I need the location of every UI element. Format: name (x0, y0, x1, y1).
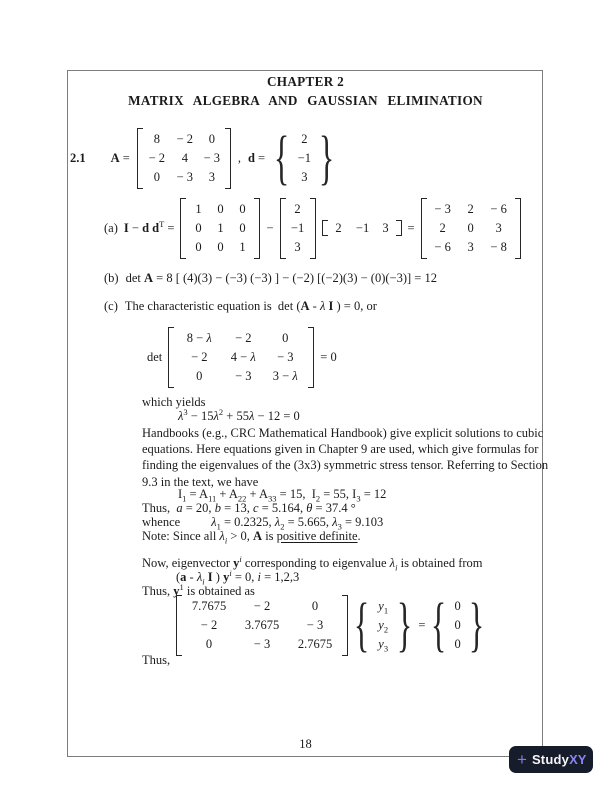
matrix-cell: $y_1$ (378, 598, 389, 616)
matrix-cell: 0 (196, 368, 203, 383)
matrix-cell: −1 (290, 220, 305, 235)
part-b-text: det A = 8 [ (4)(3) − (−3) (−3) ] − (−2) [(−2)(3) − (0)(−3)] = 12 (125, 271, 437, 285)
paragraph-line: equations. Here equations given in Chapter 9 are used, which give formulas for (142, 442, 539, 457)
thus-y1-text: Thus, $y^1$ is obtained as (142, 581, 255, 598)
part-a-row (104, 199, 521, 257)
zero-vector (429, 590, 485, 658)
matrix-cell: − 2 (200, 617, 218, 632)
paragraph-line: finding the eigenvalues of the (3x3) symmetric stress tensor. Referring to Section (142, 458, 549, 473)
matrix-cell: − 2 (148, 150, 166, 165)
matrix-cell: 4 − λ (230, 349, 256, 364)
curly-brace-right: } (468, 590, 484, 658)
matrix-cell: 0 (208, 131, 215, 146)
problem-number: 2.1 (70, 150, 86, 165)
det-label: det (147, 349, 163, 364)
matrix-cell: − 6 (490, 201, 507, 216)
matrix-cell: 0 (195, 239, 202, 254)
matrix-cell: − 3 (306, 617, 324, 632)
matrix-cell: − 6 (434, 239, 451, 254)
characteristic-matrix (168, 327, 314, 388)
matrix-cell: − 3 (434, 201, 451, 216)
paragraph-line: Handbooks (e.g., CRC Mathematical Handbook) give explicit solutions to cubic (142, 426, 544, 440)
matrix-cell: 3 (467, 239, 474, 254)
zero-vector-values (449, 597, 467, 654)
note-line: Note: Since all $\lambda_i > 0$, A is positive definite. (142, 529, 361, 546)
matrix-cell: − 3 (253, 636, 271, 651)
matrix-cell: 3 − λ (272, 368, 298, 383)
matrix-cell: − 2 (235, 330, 252, 345)
chapter-title-line2: MATRIX ALGEBRA AND GAUSSIAN ELIMINATION (128, 93, 483, 108)
vector-d-label: d = (247, 150, 266, 165)
page-number: 18 (299, 737, 312, 751)
matrix-cell: − 2 (176, 131, 194, 146)
closing-thus-text: Thus, (142, 653, 171, 667)
result-matrix (421, 198, 521, 259)
matrix-cell: 0 (454, 598, 461, 613)
matrix-cell: 0 (239, 201, 246, 216)
matrix-cell: 3.7675 (244, 617, 280, 632)
matrix-cell: 2 (294, 201, 301, 216)
eigen-matrix (176, 595, 348, 656)
matrix-cell: −1 (297, 150, 311, 165)
matrix-cell: 4 (181, 150, 188, 165)
outer-product-column-vector (280, 198, 316, 259)
y-vector (352, 590, 414, 658)
matrix-cell: 0 (467, 220, 474, 235)
matrix-cell: − 8 (490, 239, 507, 254)
paragraph-line: 9.3 in the text, we have (142, 474, 259, 489)
matrix-cell: 0 (239, 220, 246, 235)
vector-d-values (291, 130, 317, 187)
matrix-cell: 8 (153, 131, 160, 146)
matrix-cell: 3 (208, 169, 215, 184)
part-c-row (104, 299, 377, 314)
chapter-title (67, 72, 544, 110)
matrix-cell: 0 (217, 239, 224, 254)
matrix-cell: 0 (454, 617, 461, 632)
matrix-cell: 3 (495, 220, 502, 235)
equals-operator: = (407, 220, 415, 235)
curly-brace-left: { (274, 123, 290, 191)
matrix-cell: 3 (294, 239, 301, 254)
matrix-cell: 1 (239, 239, 246, 254)
outer-product-row-vector (322, 220, 402, 236)
chapter-title-line1: CHAPTER 2 (266, 74, 345, 89)
part-b-label: (b) (104, 271, 119, 285)
matrix-cell: − 2 (253, 598, 271, 613)
eigenvector-equation: ($a - \lambda_i$ I ) $y^i = 0$, i = 1,2,3 (176, 567, 300, 587)
whence-label: whence (142, 515, 181, 529)
part-c-label: (c) (104, 299, 118, 313)
coefficients-line: Thus, a = 20, b = 13, c = 5.164, θ = 37.4 ° (142, 501, 356, 515)
minus-operator: − (266, 220, 274, 235)
matrix-cell: 2 (439, 220, 446, 235)
matrix-a (137, 128, 231, 189)
matrix-cell: 0 (217, 201, 224, 216)
matrix-cell: 2.7675 (297, 636, 333, 651)
curly-brace-left: { (431, 590, 447, 658)
det-rhs: = 0 (320, 349, 337, 364)
matrix-cell: − 3 (203, 150, 221, 165)
logo-brand-text: Study (531, 752, 570, 767)
matrix-cell: 3 (301, 169, 308, 184)
matrix-cell: 2 (301, 131, 308, 146)
handbooks-paragraph (142, 425, 548, 490)
cubic-equation: $\lambda^3 - 15\lambda^2 + 55\lambda - 12 = 0$ (178, 406, 300, 423)
matrix-cell: 3 (382, 220, 389, 235)
logo-brand-accent-text: XY (569, 752, 587, 767)
part-b-row (104, 271, 437, 286)
matrix-cell: $y_2$ (378, 617, 389, 635)
matrix-cell: 0 (205, 636, 213, 651)
part-a-label: (a) (104, 220, 118, 235)
matrix-cell: − 3 (277, 349, 294, 364)
matrix-cell: $y_3$ (378, 636, 389, 654)
matrix-cell: − 3 (176, 169, 194, 184)
whence-line (142, 515, 383, 530)
invariants-line: $I_1 = A_{11} + A_{22} + A_{33} = 15$, $I_2 = 55$, $I_3 = 12$ (178, 487, 387, 504)
studyxy-logo (509, 746, 593, 773)
curly-brace-left: { (353, 590, 370, 658)
y-vector-values (371, 597, 395, 654)
determinant-equation (147, 327, 337, 387)
matrix-cell: −1 (355, 220, 370, 235)
identity-matrix (180, 198, 260, 259)
matrix-cell: 0 (195, 220, 202, 235)
matrix-a-label: A = (110, 150, 130, 165)
matrix-cell: 2 (335, 220, 342, 235)
matrix-cell: 0 (153, 169, 160, 184)
equals-operator: = (418, 617, 426, 632)
eigenvalues-text: $\lambda_1 = 0.2325$, $\lambda_2 = 5.665$, $\lambda_3 = 9.103$ (211, 515, 384, 532)
problem-2-1-row (70, 123, 337, 191)
matrix-cell: 2 (467, 201, 474, 216)
matrix-cell: 0 (454, 636, 461, 651)
matrix-cell: − 3 (235, 368, 252, 383)
curly-brace-right: } (397, 590, 413, 658)
matrix-cell: − 2 (191, 349, 208, 364)
matrix-cell: 1 (217, 220, 224, 235)
curly-brace-right: } (319, 123, 335, 191)
matrix-cell: 7.7675 (191, 598, 227, 613)
matrix-cell: 8 − λ (186, 330, 212, 345)
eigenvector-intro: Now, eigenvector $y^i$ corresponding to eigenvalue $\lambda_i$ is obtained from (142, 553, 483, 573)
eigen-matrix-equation (176, 590, 486, 658)
matrix-cell: 0 (311, 598, 319, 613)
plus-icon: + (517, 750, 527, 769)
vector-d (272, 123, 336, 191)
part-c-text: The characteristic equation is det (A - λ I ) = 0, or (124, 299, 377, 313)
matrix-cell: 0 (282, 330, 289, 345)
which-yields-text: which yields (142, 395, 206, 409)
comma-separator: , (237, 150, 241, 165)
part-a-lhs: I − d $d^T$ = (123, 218, 175, 235)
matrix-cell: 1 (195, 201, 202, 216)
